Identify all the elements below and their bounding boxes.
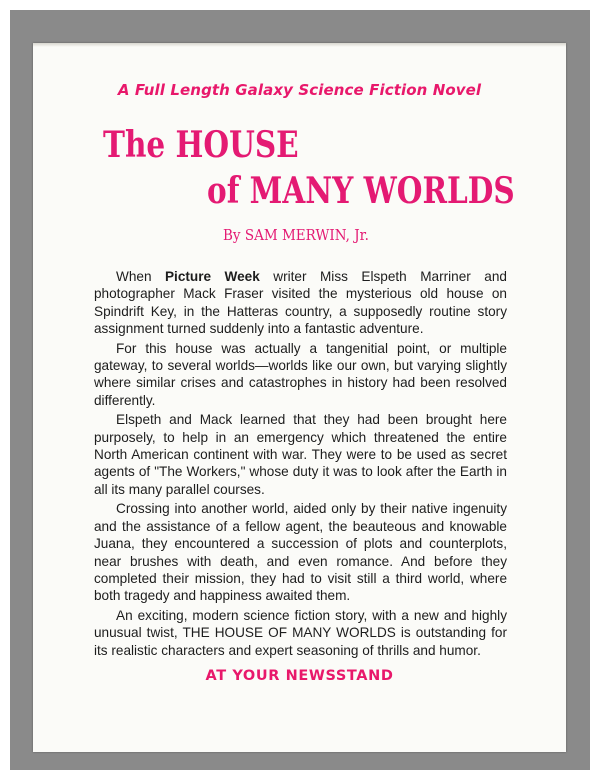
blurb-text bbox=[94, 268, 507, 659]
blurb-paragraph: Elspeth and Mack learned that they had been brought here purposely, to help in an emergency which threatened the entire North American continent with war. They were to be used as secret agents of "The Workers," whose duty it was to look after the Earth in all its many parallel courses. bbox=[94, 412, 507, 497]
blurb-paragraph: For this house was actually a tangenitial point, or multiple gateway, to several worlds—worlds like our own, but varying slightly where similar crises and catastrophes in history had been resolved differently. bbox=[94, 340, 507, 408]
series-tagline: A Full Length Galaxy Science Fiction Novel bbox=[117, 81, 482, 99]
blurb-text-run: writer Miss Elspeth Marriner and photographer Mack Fraser visited the mysterious old house on Spindrift Key, in the Hatteras country, a supposedly routine story assignment turned suddenly into a fantastic adventure. bbox=[94, 269, 507, 337]
blurb-paragraph: Crossing into another world, aided only by their native ingenuity and the assistance of a fellow agent, the beauteous and knowable Juana, they encountered a succession of plots and counterplots, near brushes with death, and even romance. And before they completed their mission, they had to visit still a third world, where both tragedy and happiness awaited them. bbox=[94, 501, 507, 604]
book-back-cover bbox=[33, 43, 566, 752]
blurb-text-run: When bbox=[116, 269, 165, 284]
newsstand-callout: AT YOUR NEWSSTAND bbox=[205, 668, 394, 684]
magazine-name: Picture Week bbox=[164, 269, 260, 284]
blurb-paragraph bbox=[94, 268, 507, 338]
title-line-2: of MANY WORLDS bbox=[207, 170, 515, 212]
cover-edge-shadow bbox=[33, 43, 566, 47]
blurb-paragraph: An exciting, modern science fiction story, with a new and highly unusual twist, THE HOUSE OF MANY WORLDS is outstanding for its realistic characters and expert seasoning of thrills and humor. bbox=[94, 607, 507, 658]
author-byline: By SAM MERWIN, Jr. bbox=[223, 226, 369, 244]
title-line-1: The HOUSE bbox=[103, 124, 299, 166]
